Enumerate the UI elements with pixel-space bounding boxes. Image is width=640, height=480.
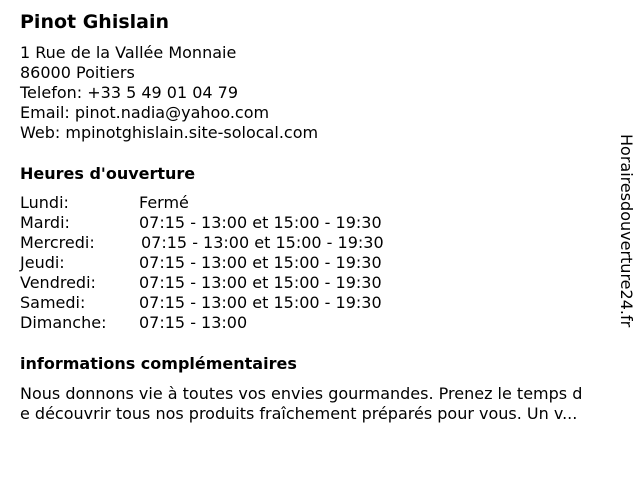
business-name: Pinot Ghislain: [20, 11, 170, 33]
day-label: Dimanche:: [20, 313, 107, 332]
day-label: Mardi:: [20, 213, 70, 232]
day-label: Mercredi:: [20, 233, 95, 252]
hours-heading: Heures d'ouverture: [20, 164, 196, 183]
time-value: 07:15 - 13:00 et 15:00 - 19:30: [139, 293, 382, 312]
day-label: Samedi:: [20, 293, 86, 312]
time-value: 07:15 - 13:00 et 15:00 - 19:30: [141, 233, 384, 252]
day-label: Jeudi:: [20, 253, 65, 272]
phone-number: Telefon: +33 5 49 01 04 79: [20, 83, 239, 102]
watermark-text: Horairesdouverture24.fr: [617, 134, 636, 328]
site-watermark: [612, 134, 636, 344]
time-value: 07:15 - 13:00: [139, 313, 248, 332]
time-value: 07:15 - 13:00 et 15:00 - 19:30: [139, 273, 382, 292]
info-line-2: e découvrir tous nos produits fraîchement préparés pour vous. Un v...: [20, 404, 578, 423]
contact-block: [20, 43, 318, 143]
time-value: 07:15 - 13:00 et 15:00 - 19:30: [139, 253, 382, 272]
info-description: [20, 384, 632, 424]
info-heading: informations complémentaires: [20, 354, 297, 373]
day-label: Lundi:: [20, 193, 69, 212]
info-line-1: Nous donnons vie à toutes vos envies gourmandes. Prenez le temps d: [20, 384, 583, 403]
email-address: Email: pinot.nadia@yahoo.com: [20, 103, 270, 122]
time-value: 07:15 - 13:00 et 15:00 - 19:30: [139, 213, 382, 232]
address-line-2: 86000 Poitiers: [20, 63, 135, 82]
day-label: Vendredi:: [20, 273, 96, 292]
website-url: Web: mpinotghislain.site-solocal.com: [20, 123, 319, 142]
address-line-1: 1 Rue de la Vallée Monnaie: [20, 43, 237, 62]
time-value: Fermé: [139, 193, 189, 212]
